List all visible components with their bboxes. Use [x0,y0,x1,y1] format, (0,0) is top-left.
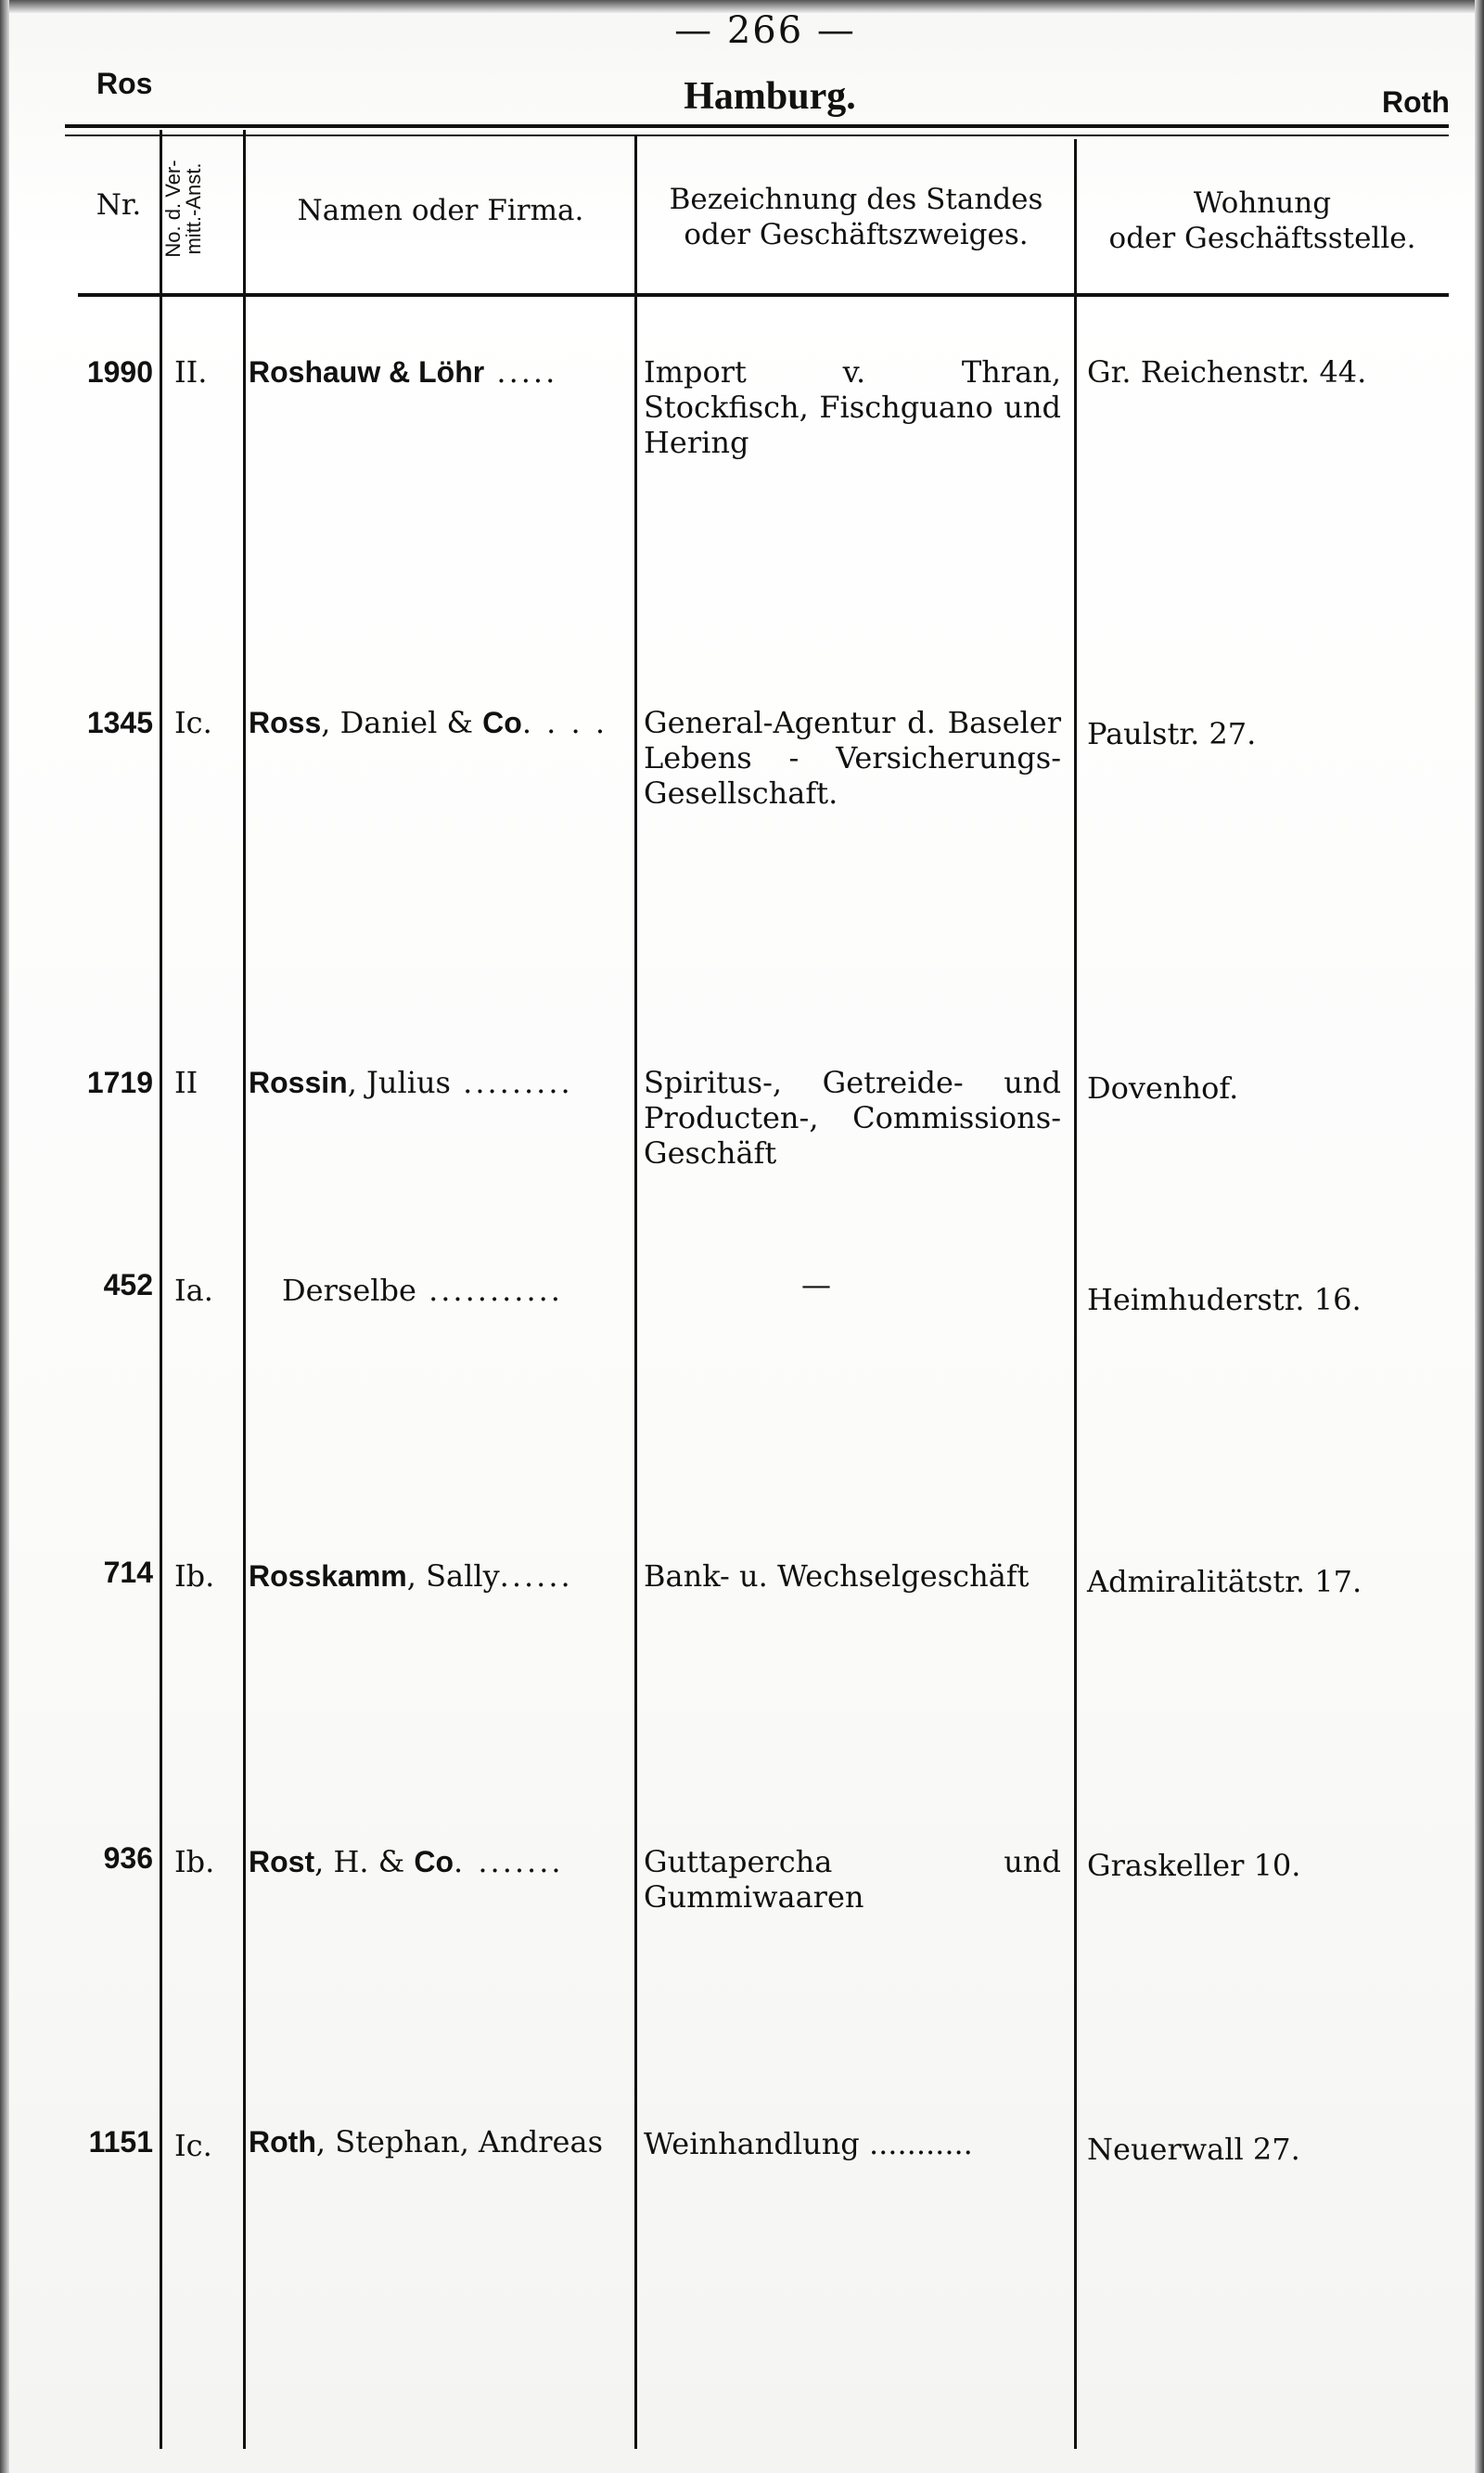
entry-trade: — [801,1267,831,1302]
entry-number: 1151 [88,2125,153,2159]
entry-trade: Guttapercha und Gummiwaaren [644,1844,1061,1915]
entry-address: Dovenhof. [1087,1070,1239,1106]
entry-number: 714 [103,1556,153,1589]
entry-address: Graskeller 10. [1087,1848,1301,1883]
column-header-name: Namen oder Firma. [297,194,584,227]
header-rule-bottom [78,293,1449,297]
entry-class: II. [174,354,208,390]
entry-trade: Import v. Thran, Stockfisch, Fischguano und Hering [644,354,1061,460]
header-rule-top [65,124,1449,128]
running-head-right: Roth [1382,85,1450,119]
entry-trade: Bank- u. Wechselgeschäft [644,1558,1030,1594]
entry-address: Heimhuderstr. 16. [1087,1282,1362,1317]
entry-trade: Weinhandlung ........... [644,2126,973,2161]
entry-class: Ib. [174,1558,215,1594]
entry-address: Admiralitätstr. 17. [1087,1564,1362,1599]
column-rule-4 [1074,139,1077,2449]
entry-class: Ic. [174,2128,212,2163]
column-header-nr: Nr. [96,188,142,222]
entry-number: 1719 [86,1066,153,1099]
scan-edge-left [0,0,9,2473]
entry-name: Rost, H. & Co. ....... [249,1844,564,1879]
entry-trade: Spiritus-, Getreide- und Producten-, Commissions-Geschäft [644,1065,1061,1171]
entry-class: Ib. [174,1844,215,1879]
column-header-trade: Bezeichnung des Standes oder Geschäftszweiges. [669,183,1043,251]
page-number: — 266 — [674,9,856,52]
entry-name: Roth, Stephan, Andreas [249,2124,603,2159]
entry-number: 1990 [86,355,153,389]
entry-name: Rossin, Julius ......... [249,1065,573,1100]
city-title: Hamburg. [684,75,856,118]
entry-trade: General-Agentur d. Baseler Lebens - Versicherungs-Gesellschaft. [644,705,1061,811]
entry-number: 452 [103,1268,153,1301]
entry-number: 1345 [86,706,153,739]
scan-edge-right [1475,0,1484,2473]
running-head-left: Ros [96,67,153,100]
entry-name: Ross, Daniel & Co. . . . [249,705,608,740]
entry-class: II [174,1065,198,1100]
entry-address: Gr. Reichenstr. 44. [1087,354,1367,390]
entry-class: Ic. [174,705,212,740]
column-rule-2 [243,130,246,2449]
header-rule-top-thin [65,135,1449,136]
entry-address: Paulstr. 27. [1087,716,1257,751]
entry-name: Rosskamm, Sally...... [249,1558,573,1594]
entry-class: Ia. [174,1273,213,1308]
entry-address: Neuerwall 27. [1087,2132,1300,2167]
entry-number: 936 [103,1841,153,1875]
column-rule-1 [160,130,162,2449]
column-header-address: Wohnung oder Geschäftsstelle. [1108,186,1416,255]
column-rule-3 [634,135,637,2449]
column-header-verm-anst: No. d. Ver- mitt.-Anst. [161,160,205,258]
entry-name: Roshauw & Löhr ..... [249,354,558,390]
entry-name: Derselbe ........... [282,1273,563,1308]
